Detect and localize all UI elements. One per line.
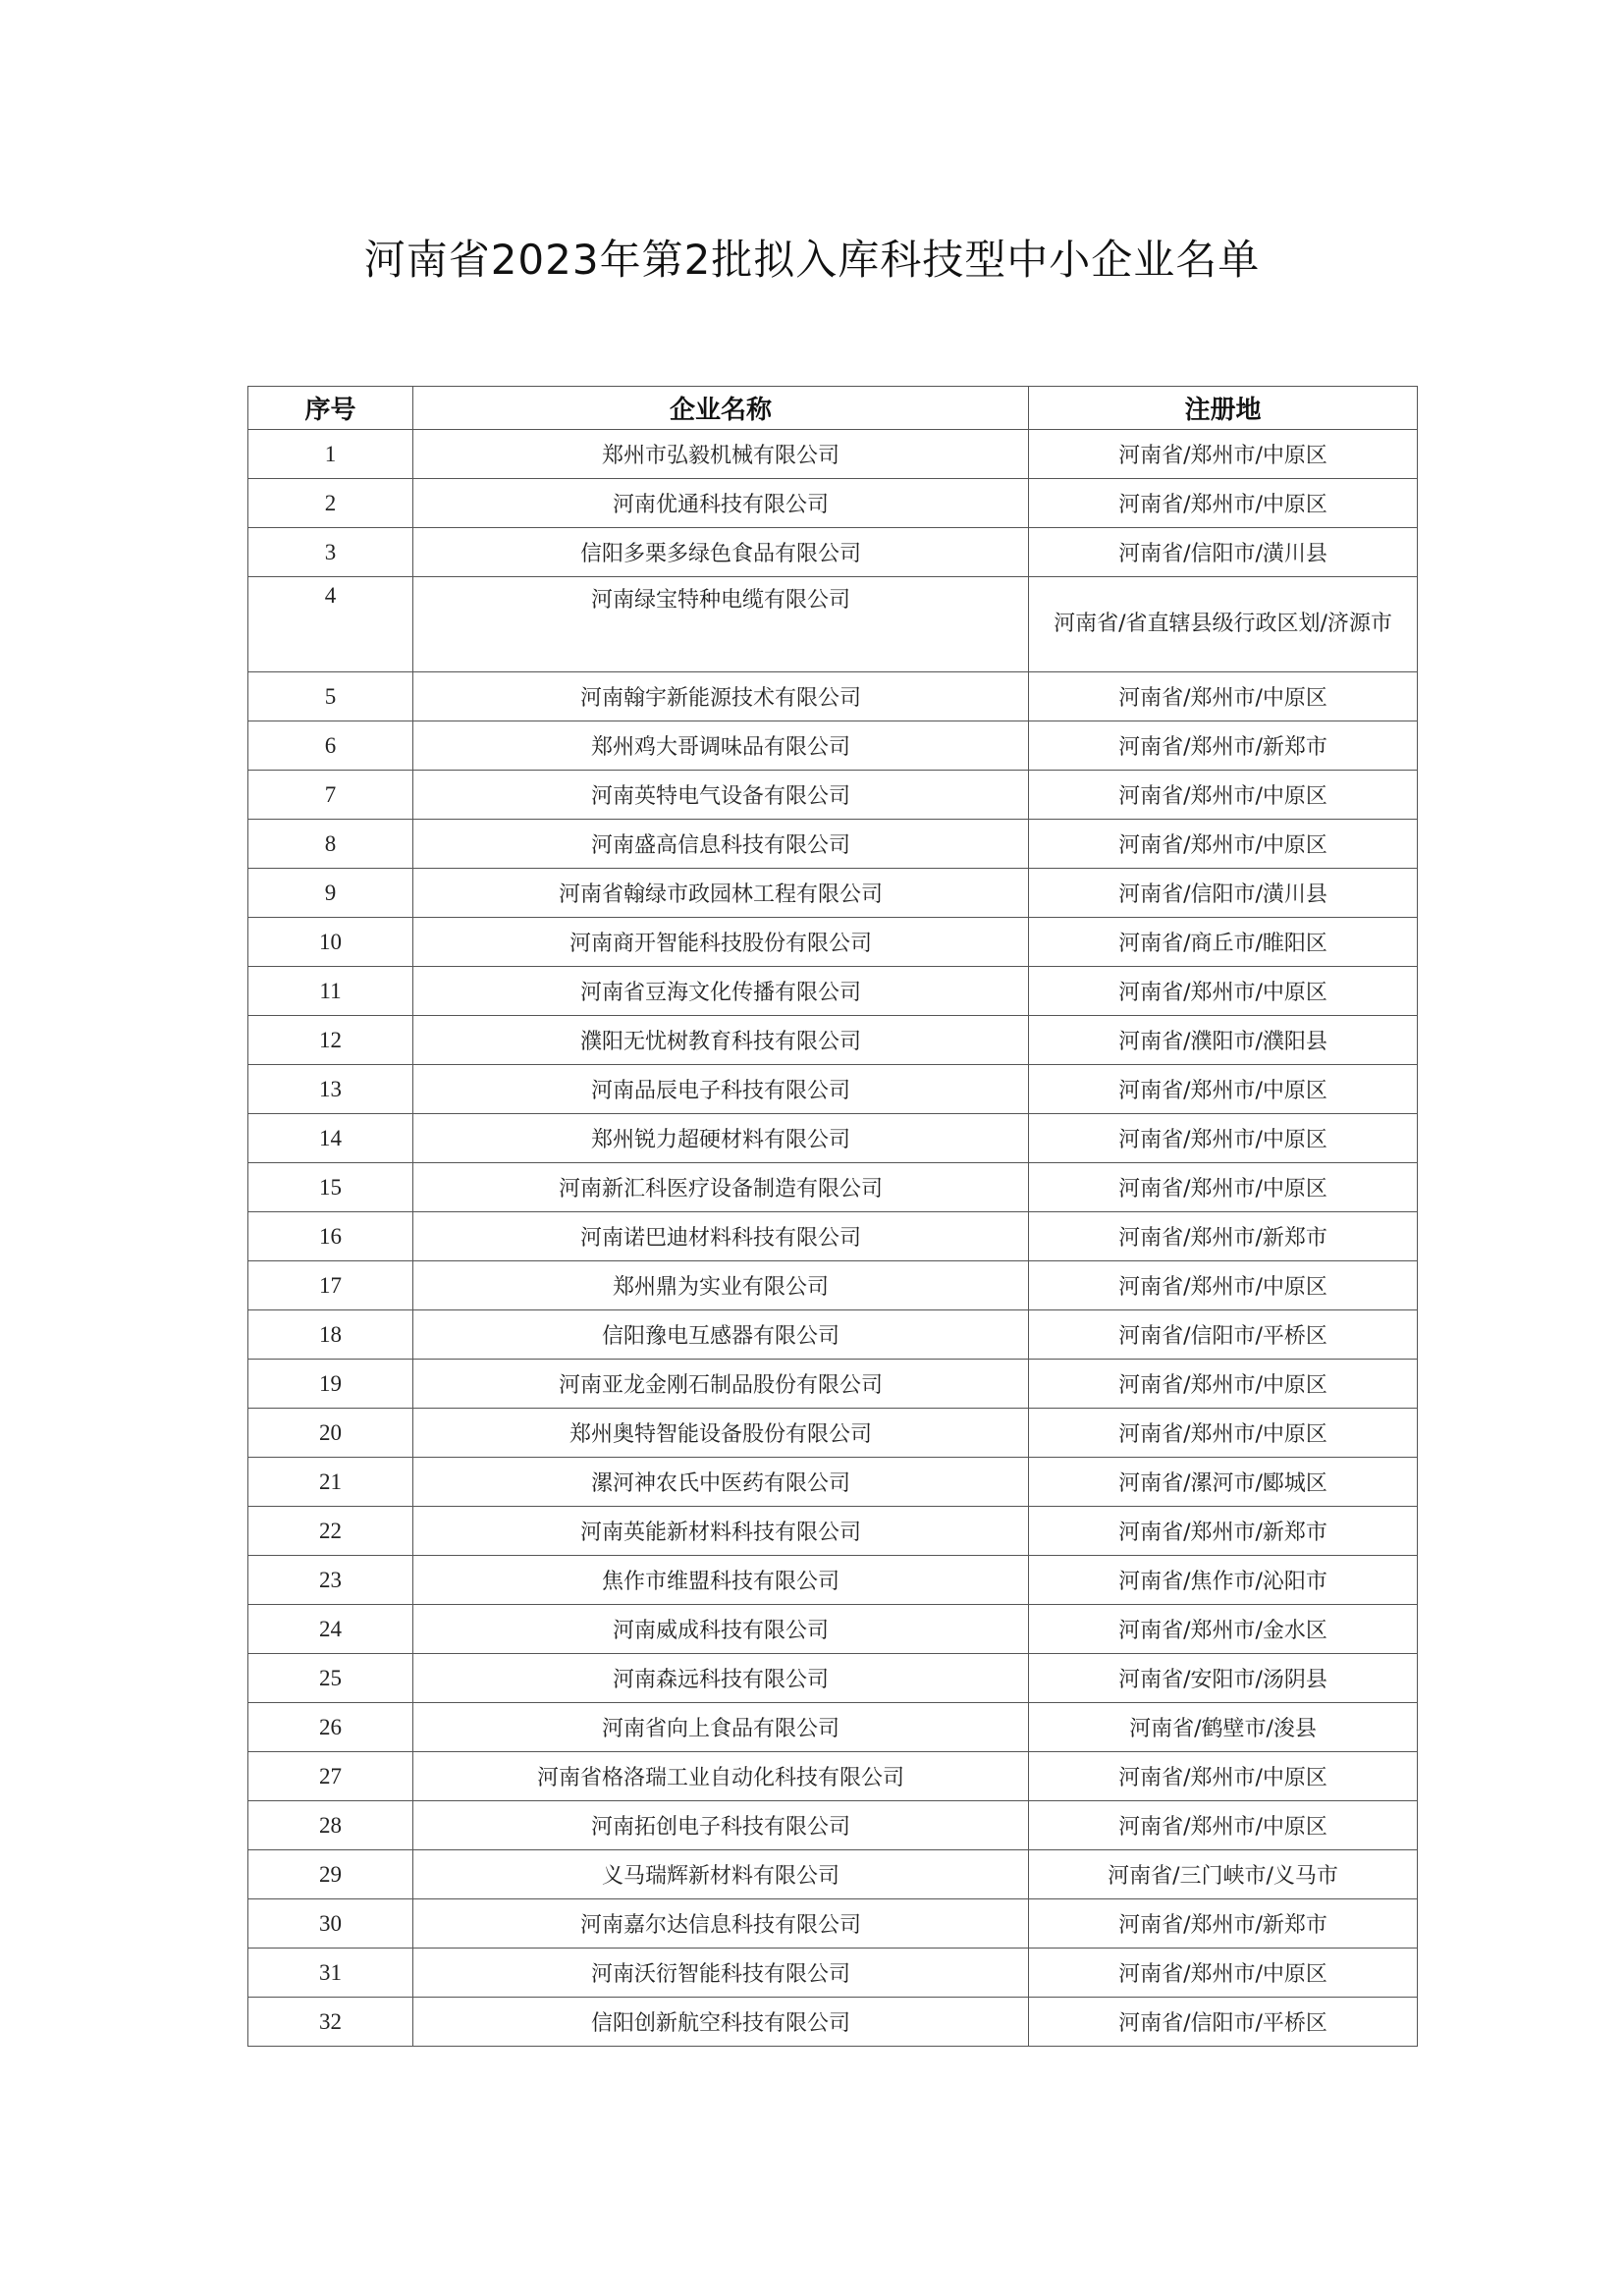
row-location: 河南省/郑州市/金水区 [1029, 1605, 1418, 1654]
table-row [248, 672, 1418, 721]
row-location: 河南省/三门峡市/义马市 [1029, 1850, 1418, 1899]
row-company-name: 河南威成科技有限公司 [413, 1605, 1029, 1654]
table-row [248, 1360, 1418, 1409]
row-location: 河南省/信阳市/平桥区 [1029, 1998, 1418, 2047]
row-seq: 22 [248, 1507, 413, 1556]
row-location: 河南省/郑州市/中原区 [1029, 1409, 1418, 1458]
row-company-name: 信阳豫电互感器有限公司 [413, 1310, 1029, 1360]
row-seq: 3 [248, 528, 413, 577]
table-body [248, 430, 1418, 2047]
row-company-name: 河南沃衍智能科技有限公司 [413, 1949, 1029, 1998]
table-header-row [248, 387, 1418, 430]
row-company-name: 郑州锐力超硬材料有限公司 [413, 1114, 1029, 1163]
row-company-name: 河南诺巴迪材料科技有限公司 [413, 1212, 1029, 1261]
row-location: 河南省/郑州市/中原区 [1029, 1065, 1418, 1114]
row-seq: 4 [248, 577, 413, 672]
row-seq: 32 [248, 1998, 413, 2047]
row-company-name: 郑州鸡大哥调味品有限公司 [413, 721, 1029, 771]
row-company-name: 河南翰宇新能源技术有限公司 [413, 672, 1029, 721]
table-row [248, 1998, 1418, 2047]
row-seq: 27 [248, 1752, 413, 1801]
row-location: 河南省/郑州市/中原区 [1029, 1801, 1418, 1850]
row-company-name: 郑州鼎为实业有限公司 [413, 1261, 1029, 1310]
table-row [248, 430, 1418, 479]
company-table [247, 386, 1418, 2047]
row-seq: 14 [248, 1114, 413, 1163]
table-row [248, 967, 1418, 1016]
table-row [248, 771, 1418, 820]
table-row [248, 1899, 1418, 1949]
row-company-name: 河南优通科技有限公司 [413, 479, 1029, 528]
row-seq: 29 [248, 1850, 413, 1899]
row-seq: 7 [248, 771, 413, 820]
row-location: 河南省/郑州市/中原区 [1029, 771, 1418, 820]
row-location: 河南省/郑州市/中原区 [1029, 430, 1418, 479]
row-company-name: 河南嘉尔达信息科技有限公司 [413, 1899, 1029, 1949]
row-location: 河南省/郑州市/中原区 [1029, 1949, 1418, 1998]
table-row [248, 1949, 1418, 1998]
table-row [248, 918, 1418, 967]
row-seq: 25 [248, 1654, 413, 1703]
table-row [248, 1163, 1418, 1212]
row-seq: 19 [248, 1360, 413, 1409]
row-location: 河南省/郑州市/中原区 [1029, 1163, 1418, 1212]
table-row [248, 820, 1418, 869]
table-row [248, 869, 1418, 918]
row-company-name: 郑州奥特智能设备股份有限公司 [413, 1409, 1029, 1458]
row-company-name: 河南盛高信息科技有限公司 [413, 820, 1029, 869]
table-row [248, 528, 1418, 577]
table-row [248, 1016, 1418, 1065]
row-seq: 12 [248, 1016, 413, 1065]
table-row [248, 577, 1418, 672]
row-company-name: 信阳创新航空科技有限公司 [413, 1998, 1029, 2047]
row-seq: 2 [248, 479, 413, 528]
row-location: 河南省/郑州市/中原区 [1029, 1360, 1418, 1409]
row-location: 河南省/郑州市/中原区 [1029, 967, 1418, 1016]
row-seq: 9 [248, 869, 413, 918]
row-company-name: 河南英能新材料科技有限公司 [413, 1507, 1029, 1556]
row-location: 河南省/郑州市/中原区 [1029, 1752, 1418, 1801]
row-company-name: 郑州市弘毅机械有限公司 [413, 430, 1029, 479]
row-location: 河南省/鹤壁市/浚县 [1029, 1703, 1418, 1752]
row-seq: 18 [248, 1310, 413, 1360]
row-company-name: 河南新汇科医疗设备制造有限公司 [413, 1163, 1029, 1212]
header-location: 注册地 [1029, 387, 1418, 430]
table-row [248, 1654, 1418, 1703]
row-seq: 26 [248, 1703, 413, 1752]
row-seq: 6 [248, 721, 413, 771]
row-location: 河南省/商丘市/睢阳区 [1029, 918, 1418, 967]
table-row [248, 1310, 1418, 1360]
row-company-name: 河南森远科技有限公司 [413, 1654, 1029, 1703]
row-company-name: 河南省格洛瑞工业自动化科技有限公司 [413, 1752, 1029, 1801]
row-seq: 31 [248, 1949, 413, 1998]
row-location: 河南省/郑州市/中原区 [1029, 1114, 1418, 1163]
row-location: 河南省/郑州市/中原区 [1029, 1261, 1418, 1310]
row-location: 河南省/漯河市/郾城区 [1029, 1458, 1418, 1507]
table-row [248, 479, 1418, 528]
row-seq: 20 [248, 1409, 413, 1458]
document-title: 河南省2023年第2批拟入库科技型中小企业名单 [363, 236, 1261, 284]
row-company-name: 河南省豆海文化传播有限公司 [413, 967, 1029, 1016]
row-company-name: 焦作市维盟科技有限公司 [413, 1556, 1029, 1605]
row-location: 河南省/郑州市/新郑市 [1029, 1212, 1418, 1261]
row-seq: 21 [248, 1458, 413, 1507]
table-row [248, 1261, 1418, 1310]
row-location: 河南省/省直辖县级行政区划/济源市 [1029, 577, 1418, 672]
row-location: 河南省/郑州市/新郑市 [1029, 1507, 1418, 1556]
row-company-name: 河南绿宝特种电缆有限公司 [413, 577, 1029, 672]
row-seq: 10 [248, 918, 413, 967]
row-company-name: 河南省向上食品有限公司 [413, 1703, 1029, 1752]
row-seq: 24 [248, 1605, 413, 1654]
row-location: 河南省/焦作市/沁阳市 [1029, 1556, 1418, 1605]
table-row [248, 1114, 1418, 1163]
row-seq: 17 [248, 1261, 413, 1310]
row-location: 河南省/安阳市/汤阴县 [1029, 1654, 1418, 1703]
row-location: 河南省/郑州市/新郑市 [1029, 1899, 1418, 1949]
table-row [248, 1801, 1418, 1850]
row-location: 河南省/郑州市/中原区 [1029, 820, 1418, 869]
row-seq: 5 [248, 672, 413, 721]
table-row [248, 1556, 1418, 1605]
row-company-name: 义马瑞辉新材料有限公司 [413, 1850, 1029, 1899]
row-location: 河南省/信阳市/潢川县 [1029, 528, 1418, 577]
row-seq: 11 [248, 967, 413, 1016]
row-company-name: 信阳多栗多绿色食品有限公司 [413, 528, 1029, 577]
row-seq: 28 [248, 1801, 413, 1850]
table-row [248, 1212, 1418, 1261]
row-seq: 30 [248, 1899, 413, 1949]
table-row [248, 1409, 1418, 1458]
table-row [248, 1703, 1418, 1752]
row-company-name: 河南亚龙金刚石制品股份有限公司 [413, 1360, 1029, 1409]
row-seq: 8 [248, 820, 413, 869]
table-row [248, 721, 1418, 771]
row-seq: 16 [248, 1212, 413, 1261]
row-company-name: 濮阳无忧树教育科技有限公司 [413, 1016, 1029, 1065]
table-row [248, 1752, 1418, 1801]
row-seq: 1 [248, 430, 413, 479]
header-seq: 序号 [248, 387, 413, 430]
row-seq: 23 [248, 1556, 413, 1605]
row-location: 河南省/郑州市/中原区 [1029, 479, 1418, 528]
row-company-name: 河南品辰电子科技有限公司 [413, 1065, 1029, 1114]
table-row [248, 1507, 1418, 1556]
table-row [248, 1065, 1418, 1114]
table-row [248, 1458, 1418, 1507]
row-location: 河南省/信阳市/潢川县 [1029, 869, 1418, 918]
table-row [248, 1605, 1418, 1654]
row-company-name: 河南商开智能科技股份有限公司 [413, 918, 1029, 967]
row-company-name: 漯河神农氏中医药有限公司 [413, 1458, 1029, 1507]
row-location: 河南省/信阳市/平桥区 [1029, 1310, 1418, 1360]
row-company-name: 河南英特电气设备有限公司 [413, 771, 1029, 820]
row-location: 河南省/郑州市/中原区 [1029, 672, 1418, 721]
row-seq: 13 [248, 1065, 413, 1114]
table-row [248, 1850, 1418, 1899]
row-seq: 15 [248, 1163, 413, 1212]
row-location: 河南省/濮阳市/濮阳县 [1029, 1016, 1418, 1065]
row-company-name: 河南省翰绿市政园林工程有限公司 [413, 869, 1029, 918]
row-company-name: 河南拓创电子科技有限公司 [413, 1801, 1029, 1850]
header-company-name: 企业名称 [413, 387, 1029, 430]
row-location: 河南省/郑州市/新郑市 [1029, 721, 1418, 771]
